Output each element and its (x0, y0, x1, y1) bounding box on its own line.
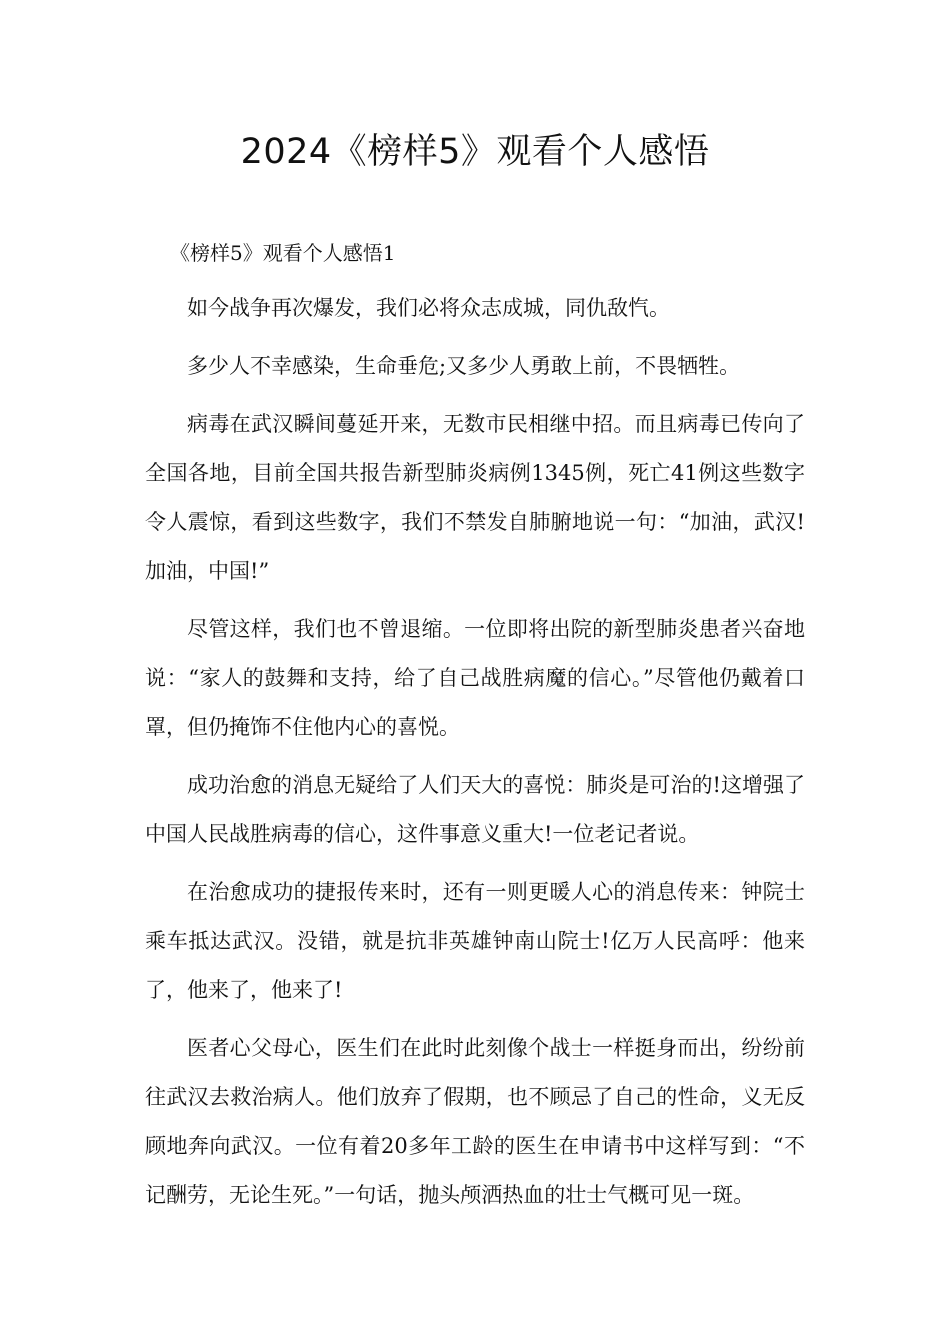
paragraph-3: 病毒在武汉瞬间蔓延开来，无数市民相继中招。而且病毒已传向了全国各地，目前全国共报告新型肺炎病例1345例，死亡41例这些数字令人震惊，看到这些数字，我们不禁发自肺腑地说一句：“加油，武汉!加油，中国!” (145, 412, 805, 583)
document-body (145, 284, 805, 1229)
document-title: 2024《榜样5》观看个人感悟 (240, 132, 710, 172)
paragraph-6: 在治愈成功的捷报传来时，还有一则更暖人心的消息传来：钟院士乘车抵达武汉。没错，就是抗非英雄钟南山院士!亿万人民高呼：他来了，他来了，他来了! (145, 880, 805, 1002)
paragraph-4: 尽管这样，我们也不曾退缩。一位即将出院的新型肺炎患者兴奋地说：“家人的鼓舞和支持，给了自己战胜病魔的信心。”尽管他仍戴着口罩，但仍掩饰不住他内心的喜悦。 (145, 617, 805, 739)
section-heading: 《榜样5》观看个人感悟1 (170, 241, 396, 265)
paragraph-2: 多少人不幸感染，生命垂危;又多少人勇敢上前，不畏牺牲。 (187, 354, 741, 378)
paragraph-7: 医者心父母心，医生们在此时此刻像个战士一样挺身而出，纷纷前往武汉去救治病人。他们放弃了假期，也不顾忌了自己的性命，义无反顾地奔向武汉。一位有着20多年工龄的医生在申请书中这样写到：“不记酬劳，无论生死。”一句话，抛头颅洒热血的壮士气概可见一斑。 (145, 1036, 805, 1207)
paragraph-1: 如今战争再次爆发，我们必将众志成城，同仇敌忾。 (187, 296, 670, 320)
paragraph-5: 成功治愈的消息无疑给了人们天大的喜悦：肺炎是可治的!这增强了中国人民战胜病毒的信心，这件事意义重大!一位老记者说。 (145, 773, 805, 846)
